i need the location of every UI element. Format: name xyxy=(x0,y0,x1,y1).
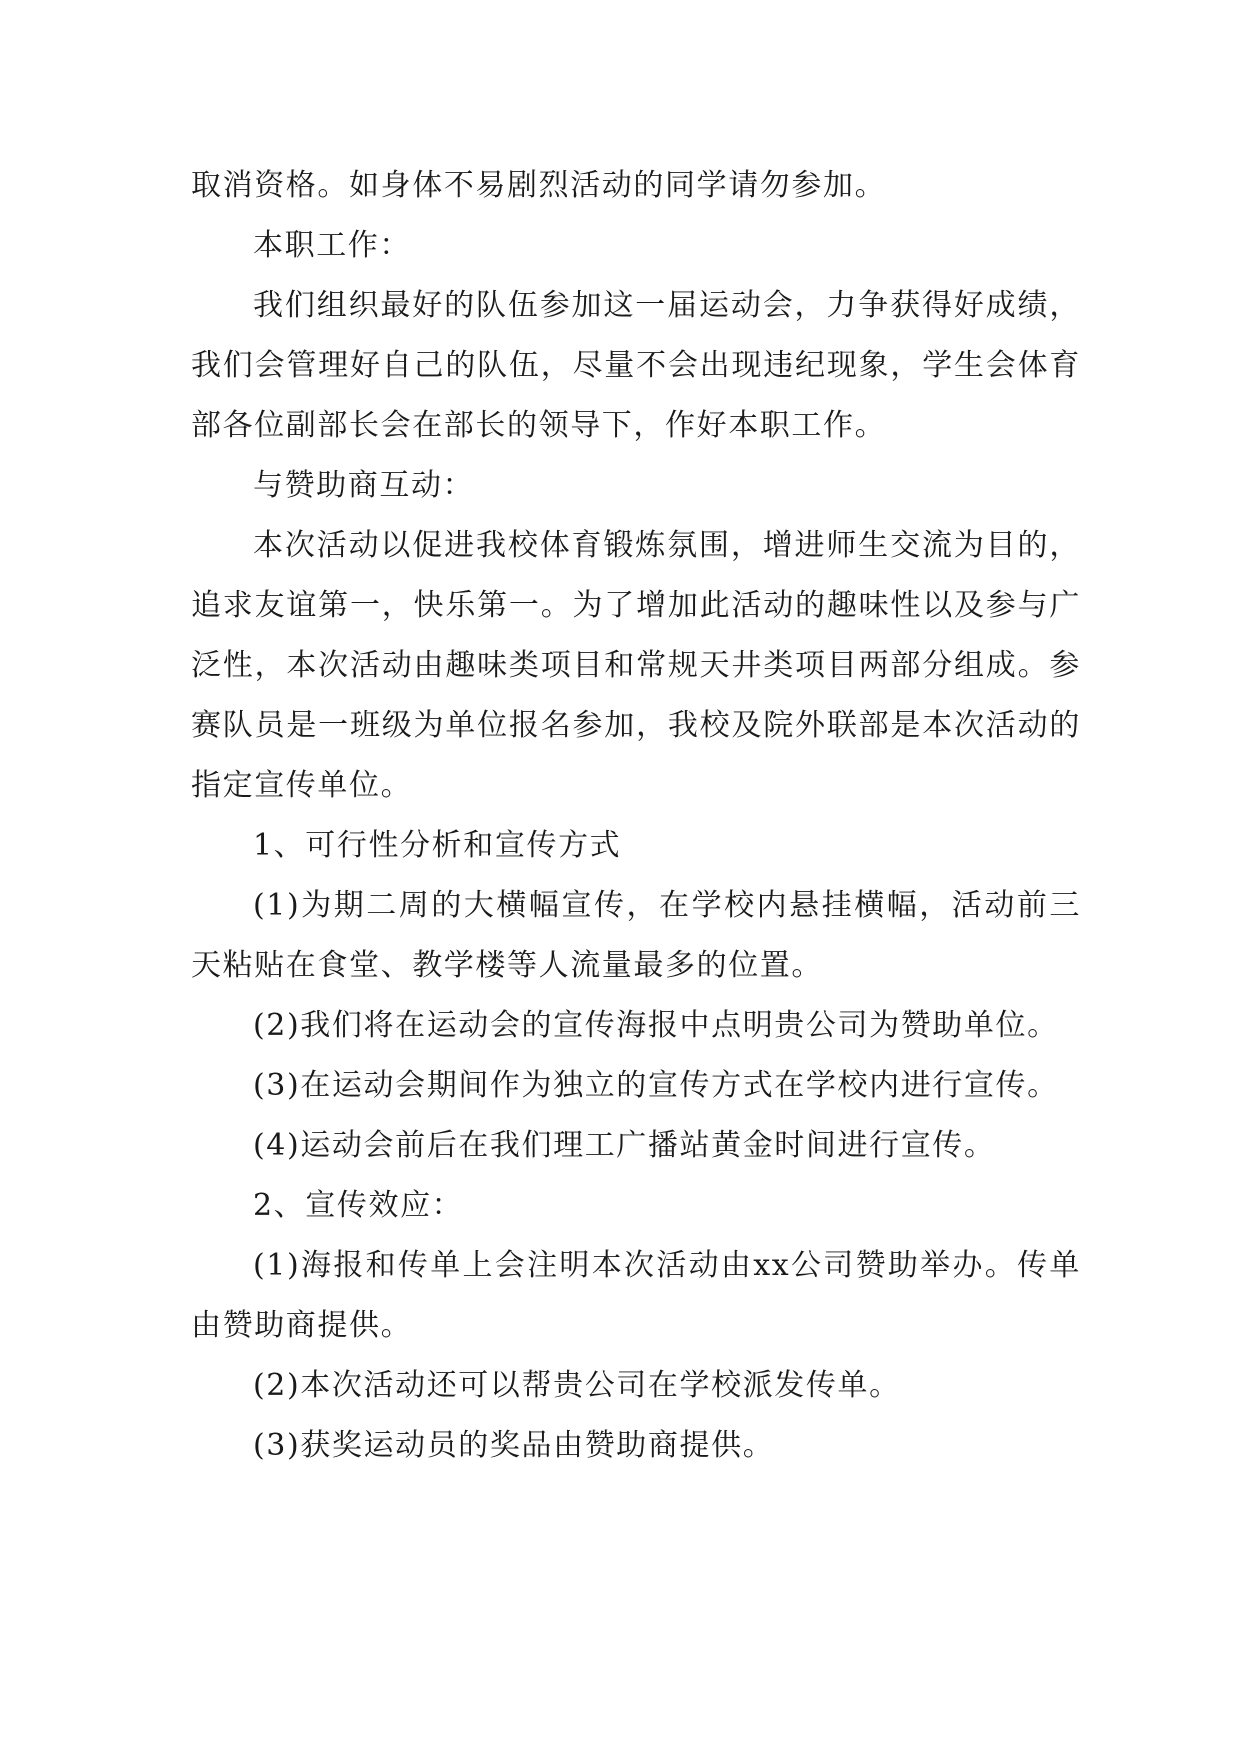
heading-duty-work: 本职工作： xyxy=(253,228,411,263)
document-body xyxy=(191,156,1081,1476)
list-item-effect-3: (3)获奖运动员的奖品由赞助商提供。 xyxy=(253,1428,775,1463)
list-item-publicity-2: (2)我们将在运动会的宣传海报中点明贵公司为赞助单位。 xyxy=(253,1008,1059,1043)
heading-feasibility-publicity: 1、可行性分析和宣传方式 xyxy=(253,828,622,863)
list-item-publicity-1: (1)为期二周的大横幅宣传，在学校内悬挂横幅，活动前三天粘贴在食堂、教学楼等人流量最多的位置。 xyxy=(191,888,1081,983)
heading-publicity-effect: 2、宣传效应： xyxy=(253,1188,464,1223)
paragraph-duty-work: 我们组织最好的队伍参加这一届运动会，力争获得好成绩，我们会管理好自己的队伍，尽量不会出现违纪现象，学生会体育部各位副部长会在部长的领导下，作好本职工作。 xyxy=(191,288,1081,443)
paragraph-continuation: 取消资格。如身体不易剧烈活动的同学请勿参加。 xyxy=(191,168,887,203)
paragraph-sponsor-interaction: 本次活动以促进我校体育锻炼氛围，增进师生交流为目的，追求友谊第一，快乐第一。为了增加此活动的趣味性以及参与广泛性，本次活动由趣味类项目和常规天井类项目两部分组成。参赛队员是一班级为单位报名参加，我校及院外联部是本次活动的指定宣传单位。 xyxy=(191,528,1081,803)
list-item-effect-1: (1)海报和传单上会注明本次活动由xx公司赞助举办。传单由赞助商提供。 xyxy=(191,1248,1081,1343)
list-item-effect-2: (2)本次活动还可以帮贵公司在学校派发传单。 xyxy=(253,1368,901,1403)
list-item-publicity-3: (3)在运动会期间作为独立的宣传方式在学校内进行宣传。 xyxy=(253,1068,1059,1103)
heading-sponsor-interaction: 与赞助商互动： xyxy=(253,468,475,503)
list-item-publicity-4: (4)运动会前后在我们理工广播站黄金时间进行宣传。 xyxy=(253,1128,996,1163)
